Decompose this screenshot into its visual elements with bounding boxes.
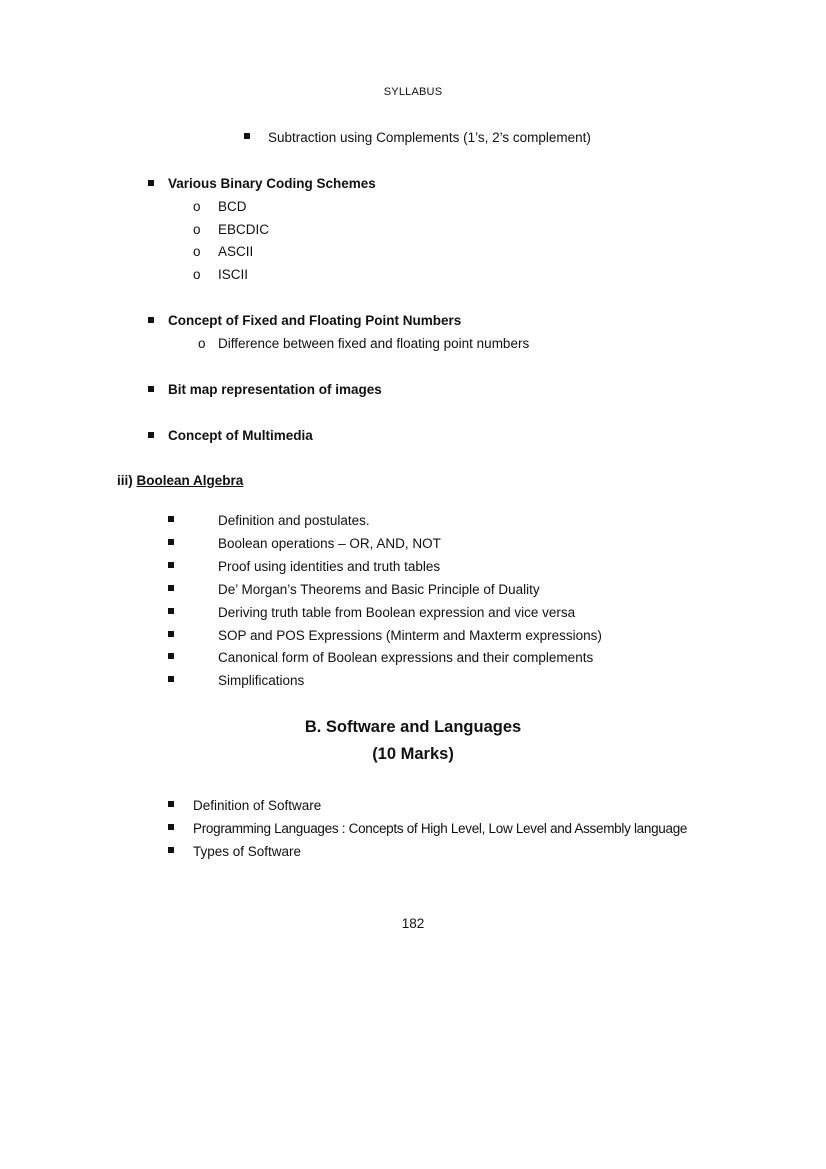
sub-bullet: o bbox=[193, 199, 201, 214]
bullet-square bbox=[168, 824, 174, 830]
list-item: Deriving truth table from Boolean expression and vice versa bbox=[218, 605, 576, 620]
topic-multimedia: Concept of Multimedia bbox=[168, 428, 313, 443]
sub-item: Difference between fixed and floating point numbers bbox=[218, 336, 530, 351]
bullet-square bbox=[148, 432, 154, 438]
list-item: SOP and POS Expressions (Minterm and Maxterm expressions) bbox=[218, 628, 602, 643]
sub-bullet: o bbox=[193, 222, 201, 237]
section-software-title: B. Software and Languages bbox=[304, 718, 522, 736]
page-number: 182 bbox=[401, 916, 425, 931]
bullet-square bbox=[148, 180, 154, 186]
sub-bullet: o bbox=[193, 267, 201, 282]
sub-bullet: o bbox=[193, 244, 201, 259]
bullet-square bbox=[168, 847, 174, 853]
section-title: Boolean Algebra bbox=[136, 473, 244, 488]
list-item: Canonical form of Boolean expressions and their complements bbox=[218, 650, 594, 665]
list-item: De’ Morgan’s Theorems and Basic Principle of Duality bbox=[218, 582, 540, 597]
sub-item: BCD bbox=[218, 199, 247, 214]
list-item: Simplifications bbox=[218, 673, 305, 688]
bullet-square bbox=[244, 133, 250, 139]
section-software-marks: (10 Marks) bbox=[372, 745, 454, 763]
sub-item: ASCII bbox=[218, 244, 254, 259]
bullet-square bbox=[168, 676, 174, 682]
section-number: iii) bbox=[117, 473, 133, 488]
sub-bullet: o bbox=[198, 336, 206, 351]
bullet-square bbox=[168, 516, 174, 522]
page-header: SYLLABUS bbox=[383, 86, 443, 98]
topic-coding-schemes: Various Binary Coding Schemes bbox=[168, 176, 376, 191]
bullet-square bbox=[168, 608, 174, 614]
section-boolean-heading bbox=[117, 473, 243, 488]
bullet-square bbox=[148, 386, 154, 392]
bullet-square bbox=[168, 653, 174, 659]
list-item: Definition and postulates. bbox=[218, 513, 370, 528]
bullet-square bbox=[148, 317, 154, 323]
bullet-square bbox=[168, 539, 174, 545]
list-item: Definition of Software bbox=[193, 798, 322, 813]
list-item: Programming Languages : Concepts of High Level, Low Level and Assembly language bbox=[193, 821, 688, 836]
list-item: Proof using identities and truth tables bbox=[218, 559, 441, 574]
list-item: Subtraction using Complements (1’s, 2’s complement) bbox=[268, 130, 591, 145]
sub-item: ISCII bbox=[218, 267, 249, 282]
topic-fixed-floating: Concept of Fixed and Floating Point Numbers bbox=[168, 313, 462, 328]
list-item: Types of Software bbox=[193, 844, 302, 859]
list-item: Boolean operations – OR, AND, NOT bbox=[218, 536, 441, 551]
topic-bitmap: Bit map representation of images bbox=[168, 382, 382, 397]
sub-item: EBCDIC bbox=[218, 222, 270, 237]
bullet-square bbox=[168, 562, 174, 568]
bullet-square bbox=[168, 585, 174, 591]
bullet-square bbox=[168, 631, 174, 637]
bullet-square bbox=[168, 801, 174, 807]
